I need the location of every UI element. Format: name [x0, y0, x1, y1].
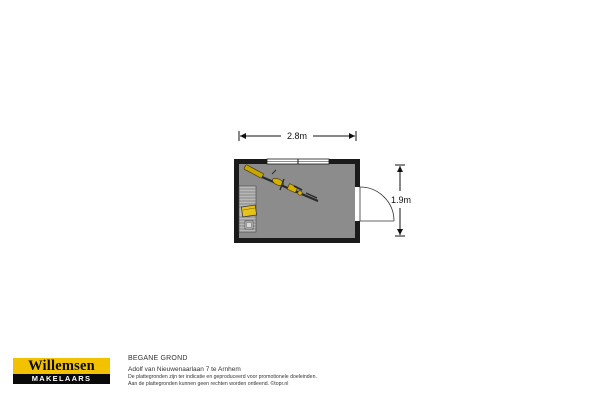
bin-icon — [245, 221, 253, 229]
disclaimer-line-1: De plattegronden zijn ter indicatie en geproduceerd voor promotionele doeleinden. — [128, 374, 317, 380]
height-dimension — [391, 165, 411, 236]
door-swing-icon — [355, 187, 394, 221]
address: Adolf van Nieuwenaarlaan 7 te Arnhem — [128, 366, 241, 373]
floor-name: BEGANE GROND — [128, 355, 188, 362]
height-label: 1.9m — [390, 195, 412, 205]
disclaimer-line-2: Aan de plattegronden kunnen geen rechten worden ontleend. ©topr.nl — [128, 380, 289, 387]
box-icon — [241, 205, 256, 217]
caption — [128, 354, 458, 387]
brand-name: Willemsen — [13, 358, 110, 374]
brand-subtitle: MAKELAARS — [31, 374, 92, 383]
width-label: 2.8m — [286, 131, 308, 141]
window-top — [267, 159, 329, 164]
width-dimension — [239, 131, 356, 141]
brand-logo — [13, 358, 110, 384]
